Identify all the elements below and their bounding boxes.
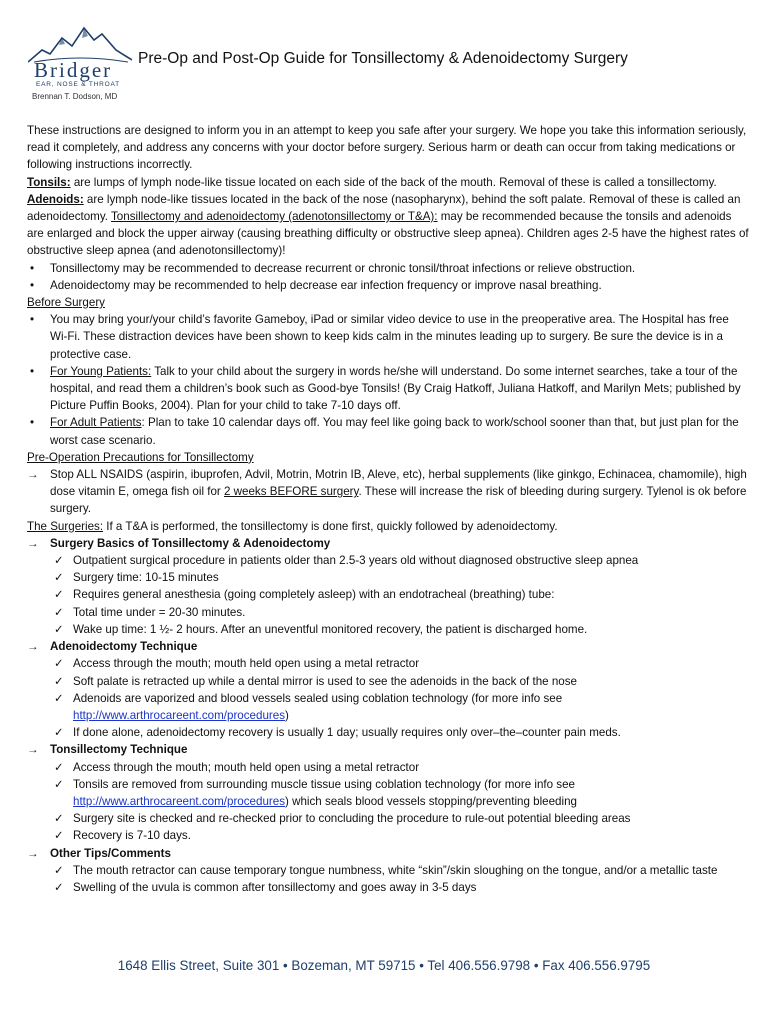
bullet-icon: • <box>30 313 35 327</box>
coblation-link[interactable]: http://www.arthrocareent.com/procedures <box>73 794 286 808</box>
check-icon: ✓ <box>54 863 64 877</box>
coblation-link[interactable]: http://www.arthrocareent.com/procedures <box>73 708 286 722</box>
check-icon: ✓ <box>54 674 64 688</box>
item-text: The mouth retractor can cause temporary tongue numbness, white “skin”/skin sloughing on the tongue, and/or a metallic taste <box>73 863 718 877</box>
adult-patients-label: For Adult Patients <box>50 416 142 430</box>
check-icon: ✓ <box>54 571 64 585</box>
arrow-icon: → <box>27 846 39 860</box>
item-text: Tonsils are removed from surrounding muscle tissue using coblation technology (for more info see <box>73 777 575 791</box>
precautions-text-end: . These will increase the risk of bleeding during surgery. Tylenol is ok before surgery. <box>50 485 747 516</box>
section-title: Adenoidectomy Technique <box>50 640 198 654</box>
check-icon: ✓ <box>54 812 64 826</box>
definition-bullets <box>27 260 749 294</box>
list-item <box>27 810 749 827</box>
item-text: Soft palate is retracted up while a dental mirror is used to see the adenoids in the back of the nose <box>73 674 577 688</box>
section-title: Tonsillectomy Technique <box>50 743 188 757</box>
tonsils-text: are lumps of lymph node-like tissue located on each side of the back of the mouth. Removal of these is called a tonsillectomy. <box>70 175 717 189</box>
precautions-list <box>27 466 749 518</box>
check-icon: ✓ <box>54 880 64 894</box>
list-item <box>27 655 749 672</box>
doctor-name: Brennan T. Dodson, MD <box>32 92 118 101</box>
list-item <box>27 827 749 844</box>
section-heading <box>27 638 749 655</box>
list-item <box>27 277 749 294</box>
bullet-icon: • <box>30 278 35 292</box>
list-item <box>27 879 749 896</box>
check-icon: ✓ <box>54 657 64 671</box>
logo-subtitle: EAR, NOSE & THROAT <box>36 81 120 88</box>
list-item <box>27 552 749 569</box>
item-text: Total time under = 20-30 minutes. <box>73 605 246 619</box>
list-item <box>27 759 749 776</box>
arrow-icon: → <box>27 468 39 482</box>
item-text: Recovery is 7-10 days. <box>73 829 191 843</box>
surgery-basics-section <box>27 535 749 638</box>
check-icon: ✓ <box>54 829 64 843</box>
bullet-text: You may bring your/your child’s favorite Gameboy, iPad or similar video device to use in the preoperative area. The Hospital has free Wi-Fi. These distraction devices have been shown to keep kids calm in the minutes leading up to surgery. Be sure the device is in a protective case. <box>50 313 729 361</box>
check-icon: ✓ <box>54 605 64 619</box>
list-item <box>27 414 749 448</box>
check-icon: ✓ <box>54 554 64 568</box>
bullet-icon: • <box>30 261 35 275</box>
item-text-end: ) which seals blood vessels stopping/preventing bleeding <box>285 794 577 808</box>
item-text: Surgery time: 10-15 minutes <box>73 571 219 585</box>
tonsils-label: Tonsils: <box>27 175 71 189</box>
precautions-heading: Pre-Operation Precautions for Tonsillectomy <box>27 450 254 464</box>
before-surgery-heading: Before Surgery <box>27 296 105 310</box>
list-item <box>27 260 749 277</box>
adult-patients-text: : Plan to take 10 calendar days off. You may feel like going back to work/school sooner than that, but just plan for the worst case scenario. <box>50 416 739 447</box>
section-heading <box>27 845 749 862</box>
section-heading <box>27 741 749 758</box>
check-icon: ✓ <box>54 588 64 602</box>
item-text: Swelling of the uvula is common after tonsillectomy and goes away in 3-5 days <box>73 880 477 894</box>
item-text: Access through the mouth; mouth held open using a metal retractor <box>73 760 420 774</box>
page-header <box>22 22 752 112</box>
list-item <box>27 673 749 690</box>
check-icon: ✓ <box>54 777 64 791</box>
document-body <box>27 122 749 896</box>
definitions-paragraph <box>27 174 749 260</box>
bullet-text: Tonsillectomy may be recommended to decrease recurrent or chronic tonsil/throat infections or relieve obstruction. <box>50 261 636 275</box>
list-item <box>27 776 749 810</box>
bridger-logo <box>28 24 138 101</box>
list-item <box>27 466 749 518</box>
precautions-emphasis: 2 weeks BEFORE surgery <box>224 485 359 499</box>
tonsillectomy-section <box>27 741 749 844</box>
arrow-icon: → <box>27 743 39 757</box>
arrow-icon: → <box>27 640 39 654</box>
item-text: Surgery site is checked and re-checked prior to concluding the procedure to rule-out potential bleeding areas <box>73 812 631 826</box>
list-item <box>27 690 749 724</box>
check-icon: ✓ <box>54 760 64 774</box>
intro-paragraph: These instructions are designed to inform you in an attempt to keep you safe after your surgery. We hope you take this information seriously, read it completely, and address any concerns with your doctor before surgery. Serious harm or death can occur from taking medications or following instructions incorrectly. <box>27 124 747 172</box>
bullet-icon: • <box>30 364 35 378</box>
item-text-end: ) <box>285 708 289 722</box>
arrow-icon: → <box>27 536 39 550</box>
ta-label: Tonsillectomy and adenoidectomy (adenotonsillectomy or T&A): <box>111 210 438 224</box>
adenoidectomy-section <box>27 638 749 741</box>
section-title: Other Tips/Comments <box>50 846 171 860</box>
surgeries-paragraph <box>27 518 749 535</box>
list-item <box>27 586 749 603</box>
adenoids-label: Adenoids: <box>27 192 84 206</box>
check-icon: ✓ <box>54 622 64 636</box>
item-text: Outpatient surgical procedure in patients older than 2.5-3 years old without diagnosed obstructive sleep apnea <box>73 554 639 568</box>
logo-name: Bridger <box>34 58 113 82</box>
footer-address: 1648 Ellis Street, Suite 301 • Bozeman, MT 59715 • Tel 406.556.9798 • Fax 406.556.9795 <box>117 958 651 973</box>
precautions-text: Stop ALL NSAIDS (aspirin, ibuprofen, Advil, Motrin, Motrin IB, Aleve, etc), herbal supplements (like ginkgo, Echinacea, chamomile), high dose vitamin E, omega fish oil for <box>50 468 747 499</box>
list-item <box>27 604 749 621</box>
other-tips-section <box>27 845 749 897</box>
item-text: Requires general anesthesia (going completely asleep) with an endotracheal (breathing) tube: <box>73 588 555 602</box>
before-surgery-list <box>27 311 749 449</box>
item-text: Adenoids are vaporized and blood vessels sealed using coblation technology (for more info see <box>73 691 563 705</box>
check-icon: ✓ <box>54 726 64 740</box>
section-title: Surgery Basics of Tonsillectomy & Adenoidectomy <box>50 536 331 550</box>
bullet-text: Adenoidectomy may be recommended to help decrease ear infection frequency or improve nasal breathing. <box>50 278 602 292</box>
check-icon: ✓ <box>54 691 64 705</box>
list-item <box>27 862 749 879</box>
item-text: Wake up time: 1 ½- 2 hours. After an uneventful monitored recovery, the patient is discharged home. <box>73 622 588 636</box>
surgeries-label: The Surgeries: <box>27 519 104 533</box>
adenoids-text: are lymph node-like tissues located in the back of the nose (nasopharynx), behind the soft palate. Removal of these is called an adenoidectomy. <box>27 192 741 224</box>
young-patients-text: Talk to your child about the surgery in words he/she will understand. Do some internet searches, take a tour of the hospital, and read them a children’s book such as Good-bye Tonsils! (By Craig Hatkoff, Juliana Hatkoff, and Marilyn Mets; published by Picture Puffin Books, 2004). Plan for your child to take 7-10 days off. <box>50 364 741 413</box>
list-item <box>27 621 749 638</box>
ta-text: may be recommended because the tonsils and adenoids are enlarged and block the upper airway (causing breathing difficulty or obstructive sleep apnea). Children ages 2-5 have the highest rates of obstructive sleep apnea (and adenotonsillectomy)! <box>27 210 749 258</box>
list-item <box>27 311 749 363</box>
list-item <box>27 363 749 415</box>
item-text: If done alone, adenoidectomy recovery is usually 1 day; usually requires only over–the–counter pain meds. <box>73 726 621 740</box>
item-text: Access through the mouth; mouth held open using a metal retractor <box>73 657 420 671</box>
young-patients-label: For Young Patients: <box>50 364 152 378</box>
list-item <box>27 569 749 586</box>
page-title: Pre-Op and Post-Op Guide for Tonsillectomy & Adenoidectomy Surgery <box>138 50 628 67</box>
section-heading <box>27 535 749 552</box>
list-item <box>27 724 749 741</box>
surgeries-text: If a T&A is performed, the tonsillectomy is done first, quickly followed by adenoidectomy. <box>103 519 558 533</box>
bullet-icon: • <box>30 416 35 430</box>
